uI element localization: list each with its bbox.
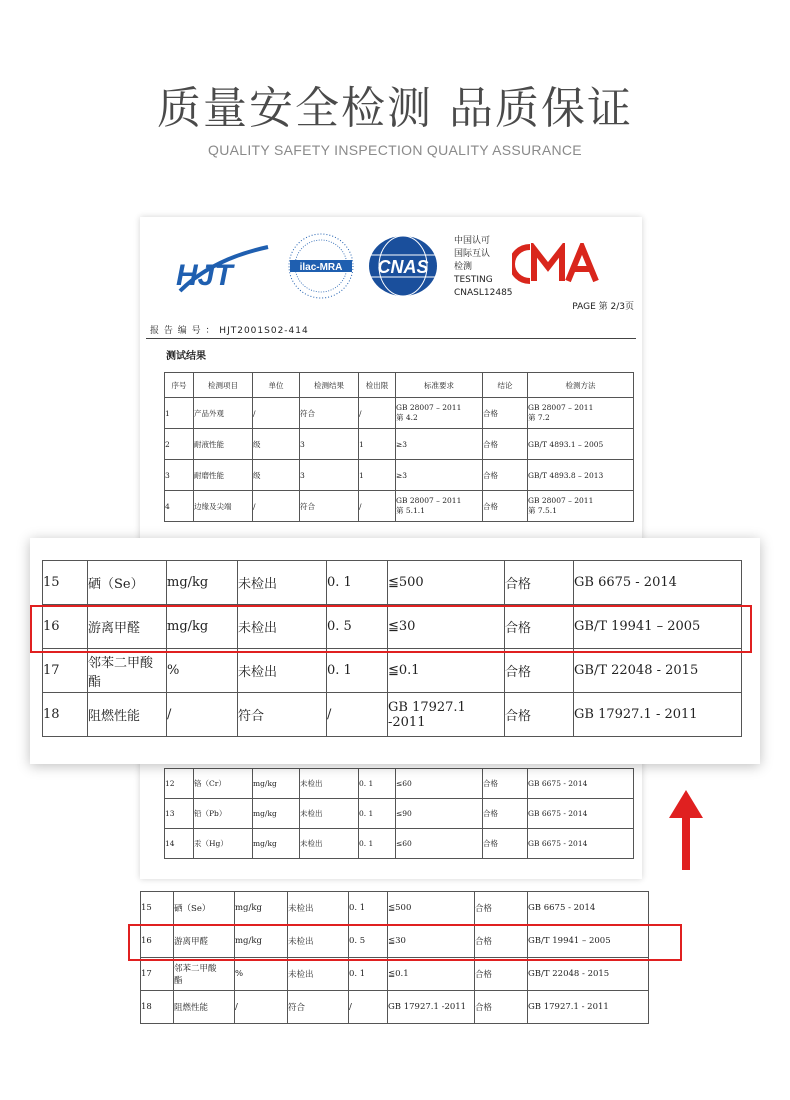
column-header: 检测方法 — [528, 373, 634, 398]
table-row — [165, 491, 634, 522]
table-cell: mg/kg — [253, 769, 300, 799]
table-cell: 1 — [359, 429, 396, 460]
table-cell: 3 — [300, 429, 359, 460]
table-cell: GB 6675 - 2014 — [528, 892, 649, 925]
table-cell: GB/T 19941 – 2005 — [574, 605, 742, 649]
table-cell: 2 — [165, 429, 194, 460]
table-cell: 游离甲醛 — [174, 925, 235, 958]
table-cell: 17 — [141, 958, 174, 991]
divider — [146, 338, 636, 339]
table-cell: 汞（Hg） — [194, 829, 253, 859]
table-cell: 合格 — [475, 925, 528, 958]
table-cell: 0. 1 — [359, 829, 396, 859]
table-cell: / — [359, 491, 396, 522]
table-cell: 符合 — [300, 398, 359, 429]
table-cell: 未检出 — [300, 769, 359, 799]
results-table-top — [164, 372, 634, 522]
table-cell: 合格 — [505, 693, 574, 737]
table-cell: / — [349, 991, 388, 1024]
table-cell: % — [235, 958, 288, 991]
cnas-logo — [366, 233, 440, 299]
table-row — [165, 829, 634, 859]
table-cell: 0. 1 — [359, 769, 396, 799]
table-header-row — [165, 373, 634, 398]
table-cell: 邻苯二甲酸 酯 — [88, 649, 167, 693]
table-cell: 合格 — [483, 429, 528, 460]
table-cell: GB 28007 – 2011 第 4.2 — [396, 398, 483, 429]
table-cell: 级 — [253, 460, 300, 491]
table-cell: GB/T 22048 - 2015 — [528, 958, 649, 991]
table-cell: 未检出 — [288, 925, 349, 958]
table-cell: mg/kg — [253, 799, 300, 829]
table-cell: ≦0.1 — [388, 958, 475, 991]
table-cell: 17 — [43, 649, 88, 693]
results-table-lower — [164, 768, 634, 859]
cma-logo — [512, 243, 604, 285]
table-row — [165, 398, 634, 429]
table-cell: GB/T 4893.8 – 2013 — [528, 460, 634, 491]
table-cell: ≦500 — [388, 561, 505, 605]
table-cell: 边缘及尖端 — [194, 491, 253, 522]
column-header: 单位 — [253, 373, 300, 398]
table-cell: ≤90 — [396, 799, 483, 829]
table-cell: GB 6675 - 2014 — [574, 561, 742, 605]
table-cell: 3 — [165, 460, 194, 491]
table-cell: ≦500 — [388, 892, 475, 925]
table-cell: mg/kg — [253, 829, 300, 859]
table-cell: 合格 — [483, 491, 528, 522]
table-cell: 13 — [165, 799, 194, 829]
table-cell: GB 6675 - 2014 — [528, 799, 634, 829]
page-subtitle: QUALITY SAFETY INSPECTION QUALITY ASSURANCE — [208, 142, 582, 158]
column-header: 结论 — [483, 373, 528, 398]
table-cell: 合格 — [505, 605, 574, 649]
table-cell: 0. 1 — [349, 958, 388, 991]
table-cell: 合格 — [483, 460, 528, 491]
highlight-box — [128, 924, 682, 961]
table-cell: 游离甲醛 — [88, 605, 167, 649]
table-cell: 合格 — [505, 649, 574, 693]
table-row — [43, 561, 742, 605]
table-cell: mg/kg — [235, 925, 288, 958]
table-cell: / — [253, 398, 300, 429]
hjt-logo — [172, 239, 272, 299]
table-cell: 耐液性能 — [194, 429, 253, 460]
table-cell: ≤60 — [396, 829, 483, 859]
table-cell: GB 17927.1 -2011 — [388, 991, 475, 1024]
certification-logos — [140, 217, 642, 307]
column-header: 检出限 — [359, 373, 396, 398]
table-cell: GB/T 19941 – 2005 — [528, 925, 649, 958]
table-cell: 1 — [165, 398, 194, 429]
up-arrow-icon — [669, 790, 703, 870]
accreditation-text: 中国认可 国际互认 检测 TESTING CNASL12485 — [454, 236, 513, 298]
table-cell: 0. 1 — [327, 561, 388, 605]
table-cell: ≦30 — [388, 925, 475, 958]
table-cell: 未检出 — [300, 799, 359, 829]
table-cell: GB 28007 – 2011 第 7.2 — [528, 398, 634, 429]
table-cell: GB 6675 - 2014 — [528, 769, 634, 799]
table-cell: 未检出 — [288, 958, 349, 991]
table-cell: 合格 — [483, 799, 528, 829]
table-cell: / — [235, 991, 288, 1024]
table-cell: 符合 — [238, 693, 327, 737]
table-cell: 符合 — [300, 491, 359, 522]
column-header: 标准要求 — [396, 373, 483, 398]
table-cell: GB 17927.1 -2011 — [388, 693, 505, 737]
highlight-box — [30, 605, 752, 653]
section-heading: 测试结果 — [166, 351, 206, 362]
table-cell: 14 — [165, 829, 194, 859]
table-cell: 硒（Se） — [88, 561, 167, 605]
table-cell: 16 — [43, 605, 88, 649]
table-cell: 级 — [253, 429, 300, 460]
report-number: 报 告 编 号 ： HJT2001S02-414 — [150, 326, 309, 336]
ilac-mra-logo — [286, 231, 356, 301]
table-cell: 15 — [141, 892, 174, 925]
table-cell: 符合 — [288, 991, 349, 1024]
table-cell: mg/kg — [167, 561, 238, 605]
table-cell: mg/kg — [167, 605, 238, 649]
page-title: 质量安全检测 品质保证 — [157, 83, 633, 134]
table-cell: mg/kg — [235, 892, 288, 925]
table-cell: ≦30 — [388, 605, 505, 649]
column-header: 序号 — [165, 373, 194, 398]
table-cell: 0. 5 — [327, 605, 388, 649]
table-cell: ≥3 — [396, 460, 483, 491]
table-cell: GB 6675 - 2014 — [528, 829, 634, 859]
table-cell: 0. 1 — [327, 649, 388, 693]
table-cell: ≦0.1 — [388, 649, 505, 693]
table-cell: GB 28007 – 2011 第 7.5.1 — [528, 491, 634, 522]
table-cell: 18 — [141, 991, 174, 1024]
table-cell: 16 — [141, 925, 174, 958]
table-cell: 合格 — [483, 829, 528, 859]
table-cell: 未检出 — [300, 829, 359, 859]
table-cell: ≤60 — [396, 769, 483, 799]
table-cell: 铅（Pb） — [194, 799, 253, 829]
table-cell: GB 28007 – 2011 第 5.1.1 — [396, 491, 483, 522]
table-cell: 硒（Se） — [174, 892, 235, 925]
table-cell: 阻燃性能 — [88, 693, 167, 737]
table-cell: 15 — [43, 561, 88, 605]
table-row — [43, 649, 742, 693]
table-cell: GB 17927.1 - 2011 — [574, 693, 742, 737]
table-cell: GB 17927.1 - 2011 — [528, 991, 649, 1024]
table-cell: 邻苯二甲酸 酯 — [174, 958, 235, 991]
table-cell: 阻燃性能 — [174, 991, 235, 1024]
table-row — [165, 429, 634, 460]
table-row — [141, 892, 649, 925]
table-cell: 合格 — [475, 892, 528, 925]
column-header: 检测结果 — [300, 373, 359, 398]
column-header: 检测项目 — [194, 373, 253, 398]
table-row — [165, 799, 634, 829]
table-cell: 未检出 — [238, 605, 327, 649]
table-cell: / — [327, 693, 388, 737]
table-cell: 18 — [43, 693, 88, 737]
table-cell: / — [167, 693, 238, 737]
table-row — [141, 991, 649, 1024]
zoomed-results-panel — [30, 538, 760, 764]
table-cell: 0. 5 — [349, 925, 388, 958]
table-cell: 合格 — [505, 561, 574, 605]
table-cell: 产品外观 — [194, 398, 253, 429]
table-cell: GB/T 22048 - 2015 — [574, 649, 742, 693]
table-cell: / — [253, 491, 300, 522]
table-cell: 合格 — [475, 991, 528, 1024]
table-cell: 耐磨性能 — [194, 460, 253, 491]
table-cell: 铬（Cr） — [194, 769, 253, 799]
table-cell: 合格 — [483, 769, 528, 799]
table-cell: 4 — [165, 491, 194, 522]
svg-text:HJT: HJT — [176, 259, 233, 292]
table-cell: 合格 — [475, 958, 528, 991]
table-cell: 未检出 — [288, 892, 349, 925]
table-cell: ≥3 — [396, 429, 483, 460]
table-cell: 合格 — [483, 398, 528, 429]
table-cell: % — [167, 649, 238, 693]
table-cell: GB/T 4893.1 – 2005 — [528, 429, 634, 460]
table-row — [165, 460, 634, 491]
table-cell: 0. 1 — [359, 799, 396, 829]
table-cell: 12 — [165, 769, 194, 799]
svg-text:ilac-MRA: ilac-MRA — [299, 262, 343, 273]
table-cell: 3 — [300, 460, 359, 491]
table-cell: 0. 1 — [349, 892, 388, 925]
table-row — [165, 769, 634, 799]
table-cell: / — [359, 398, 396, 429]
table-cell: 1 — [359, 460, 396, 491]
svg-text:CNAS: CNAS — [377, 257, 429, 277]
page-number-label: PAGE 第 2/3页 — [572, 302, 634, 312]
table-row — [141, 958, 649, 991]
table-row — [43, 693, 742, 737]
table-cell: 未检出 — [238, 649, 327, 693]
table-cell: 未检出 — [238, 561, 327, 605]
